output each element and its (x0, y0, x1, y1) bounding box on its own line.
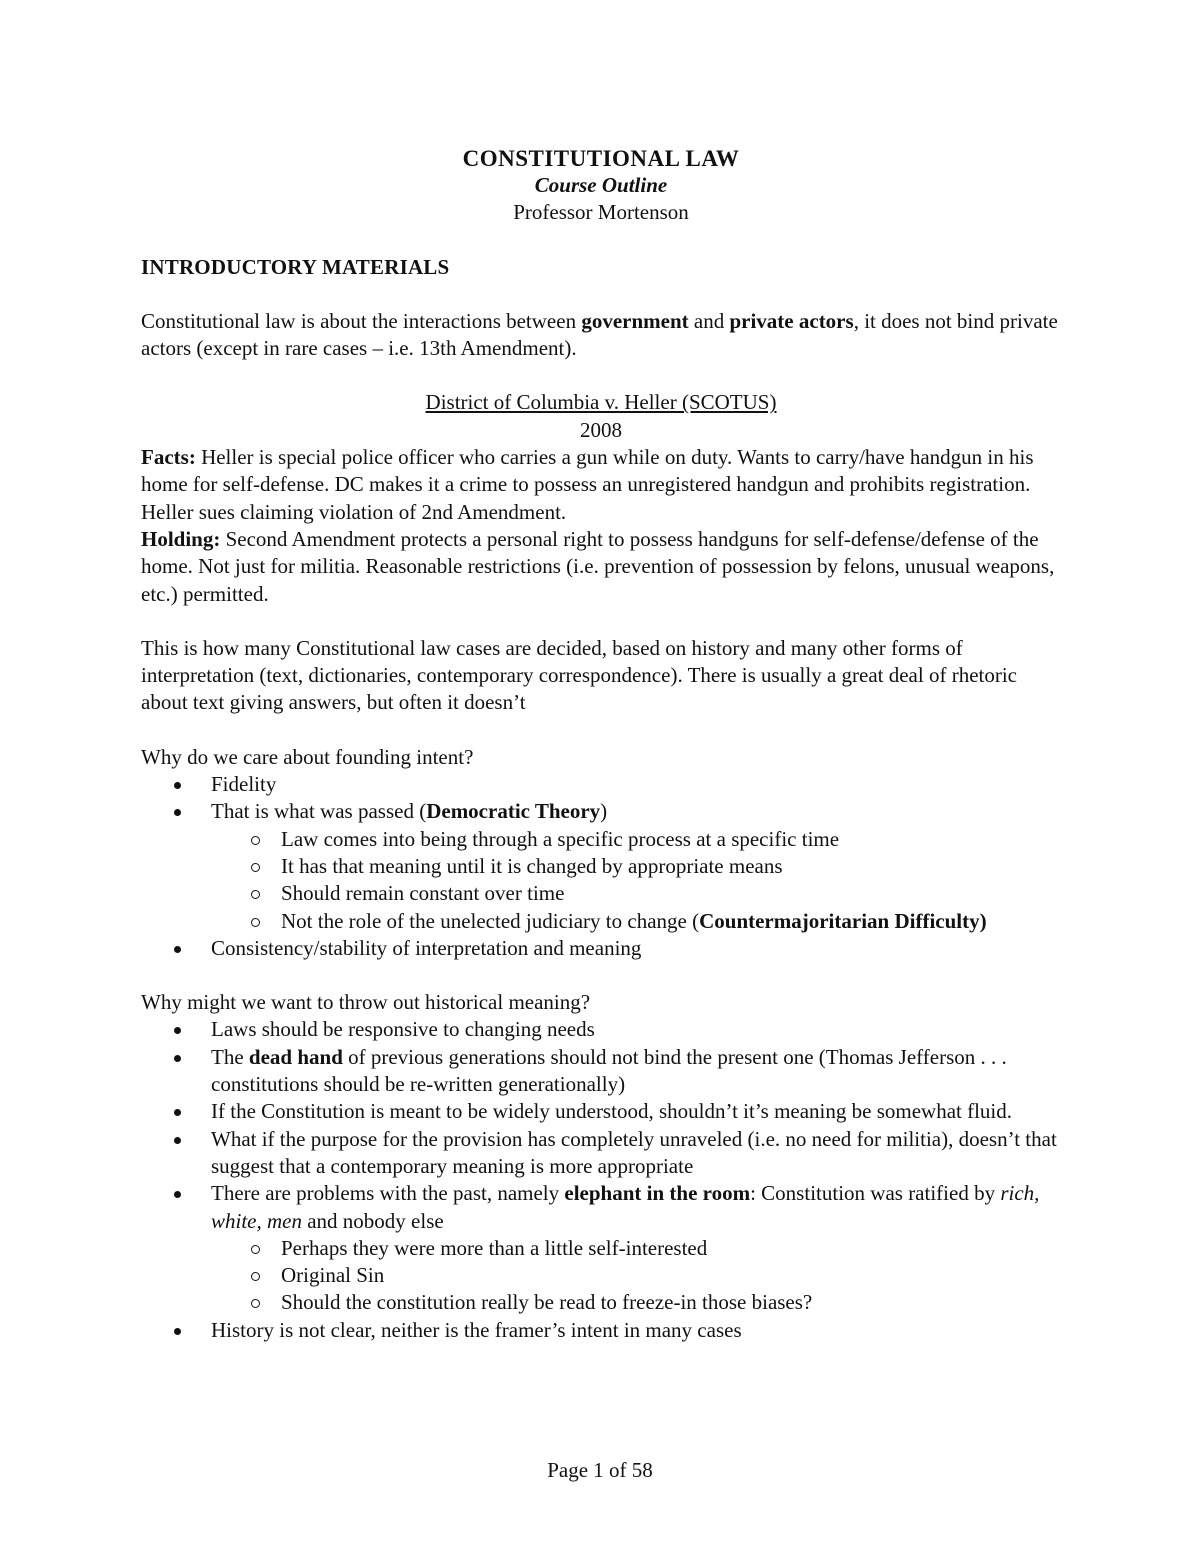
founding-intent-question: Why do we care about founding intent? (141, 744, 474, 769)
list-item: What if the purpose for the provision has completely unraveled (i.e. no need for militia), doesn’t that suggest that a contemporary meaning is more appropriate (141, 1126, 1061, 1181)
list-item: History is not clear, neither is the framer’s intent in many cases (141, 1317, 1061, 1344)
intro-paragraph (141, 308, 1061, 363)
section-heading-introductory: INTRODUCTORY MATERIALS (141, 254, 450, 279)
case-title-text: District of Columbia v. Heller (SCOTUS) (425, 390, 777, 415)
case-year: 2008 (580, 417, 622, 442)
text-run: : Constitution was ratified by (750, 1181, 1001, 1206)
document-author: Professor Mortenson (513, 200, 689, 225)
list-item: Fidelity (141, 771, 1061, 798)
text-run: and nobody else (301, 1208, 444, 1233)
page-number-footer: Page 1 of 58 (547, 1458, 653, 1482)
list-item (141, 1180, 1061, 1316)
document-title: CONSTITUTIONAL LAW (462, 146, 740, 171)
historical-meaning-list (141, 1016, 1061, 1344)
text-run: Not the role of the unelected judiciary to change ( (281, 908, 700, 933)
text-run: , it does not bind private actors (except in rare cases – i.e. 13th Amendment). (141, 308, 1058, 361)
list-item: If the Constitution is meant to be widely understood, shouldn’t it’s meaning be somewhat fluid. (141, 1098, 1061, 1125)
text-run: and (688, 308, 730, 333)
page-content (141, 146, 1061, 1344)
italic-term: rich, white, men (211, 1181, 1040, 1233)
holding-label: Holding: (141, 526, 221, 551)
sub-list-item: Perhaps they were more than a little self-interested (211, 1235, 1061, 1262)
bold-term-elephant: elephant in the room (564, 1181, 751, 1206)
list-item: Consistency/stability of interpretation and meaning (141, 935, 1061, 962)
sub-list-item: Original Sin (211, 1262, 1061, 1289)
sub-list (211, 1235, 1061, 1317)
text-run: That is what was passed ( (211, 799, 427, 824)
list-item: Laws should be responsive to changing needs (141, 1016, 1061, 1043)
text-run: ) (600, 799, 608, 824)
document-subtitle: Course Outline (534, 173, 668, 197)
bold-term-government: government (581, 308, 689, 333)
sub-list-item: Should remain constant over time (211, 880, 1061, 907)
bold-term-dead-hand: dead hand (248, 1044, 343, 1069)
facts-text: Heller is special police officer who carries a gun while on duty. Wants to carry/have handgun in his home for self-defense. DC makes it a crime to possess an unregistered handgun and prohibits registration. Heller sues claiming violation of 2nd Amendment. (141, 445, 1034, 524)
text-run: The (211, 1044, 249, 1069)
sub-list-item: Law comes into being through a specific process at a specific time (211, 826, 1061, 853)
sub-list (211, 826, 1061, 935)
text-run: of previous generations should not bind the present one (Thomas Jefferson . . . constitutions should be re-written generationally) (211, 1044, 1007, 1097)
holding-text: Second Amendment protects a personal right to possess handguns for self-defense/defense of the home. Not just for militia. Reasonable restrictions (i.e. prevention of possession by felons, unusual weapons, etc.) permitted. (141, 526, 1055, 606)
bold-term-private-actors: private actors (729, 308, 854, 333)
founding-intent-list (141, 771, 1061, 962)
facts-label: Facts: (141, 445, 196, 470)
interpretation-paragraph: This is how many Constitutional law cases are decided, based on history and many other forms of interpretation (text, dictionaries, contemporary correspondence). There is usually a great deal of rhetoric about text giving answers, but often it doesn’t (141, 635, 1018, 715)
case-title (141, 389, 1061, 416)
historical-meaning-question: Why might we want to throw out historical meaning? (141, 990, 591, 1015)
list-item (141, 798, 1061, 934)
case-holding (141, 526, 1061, 608)
text-run: There are problems with the past, namely (211, 1181, 565, 1206)
sub-list-item (211, 908, 1061, 935)
sub-list-item: It has that meaning until it is changed by appropriate means (211, 853, 1061, 880)
bold-term-democratic-theory: Democratic Theory (426, 799, 601, 824)
case-facts (141, 444, 1061, 526)
sub-list-item: Should the constitution really be read to freeze-in those biases? (211, 1289, 1061, 1316)
list-item (141, 1044, 1061, 1099)
bold-term-countermajoritarian: Countermajoritarian Difficulty) (699, 908, 987, 933)
text-run: Constitutional law is about the interactions between (141, 308, 582, 333)
